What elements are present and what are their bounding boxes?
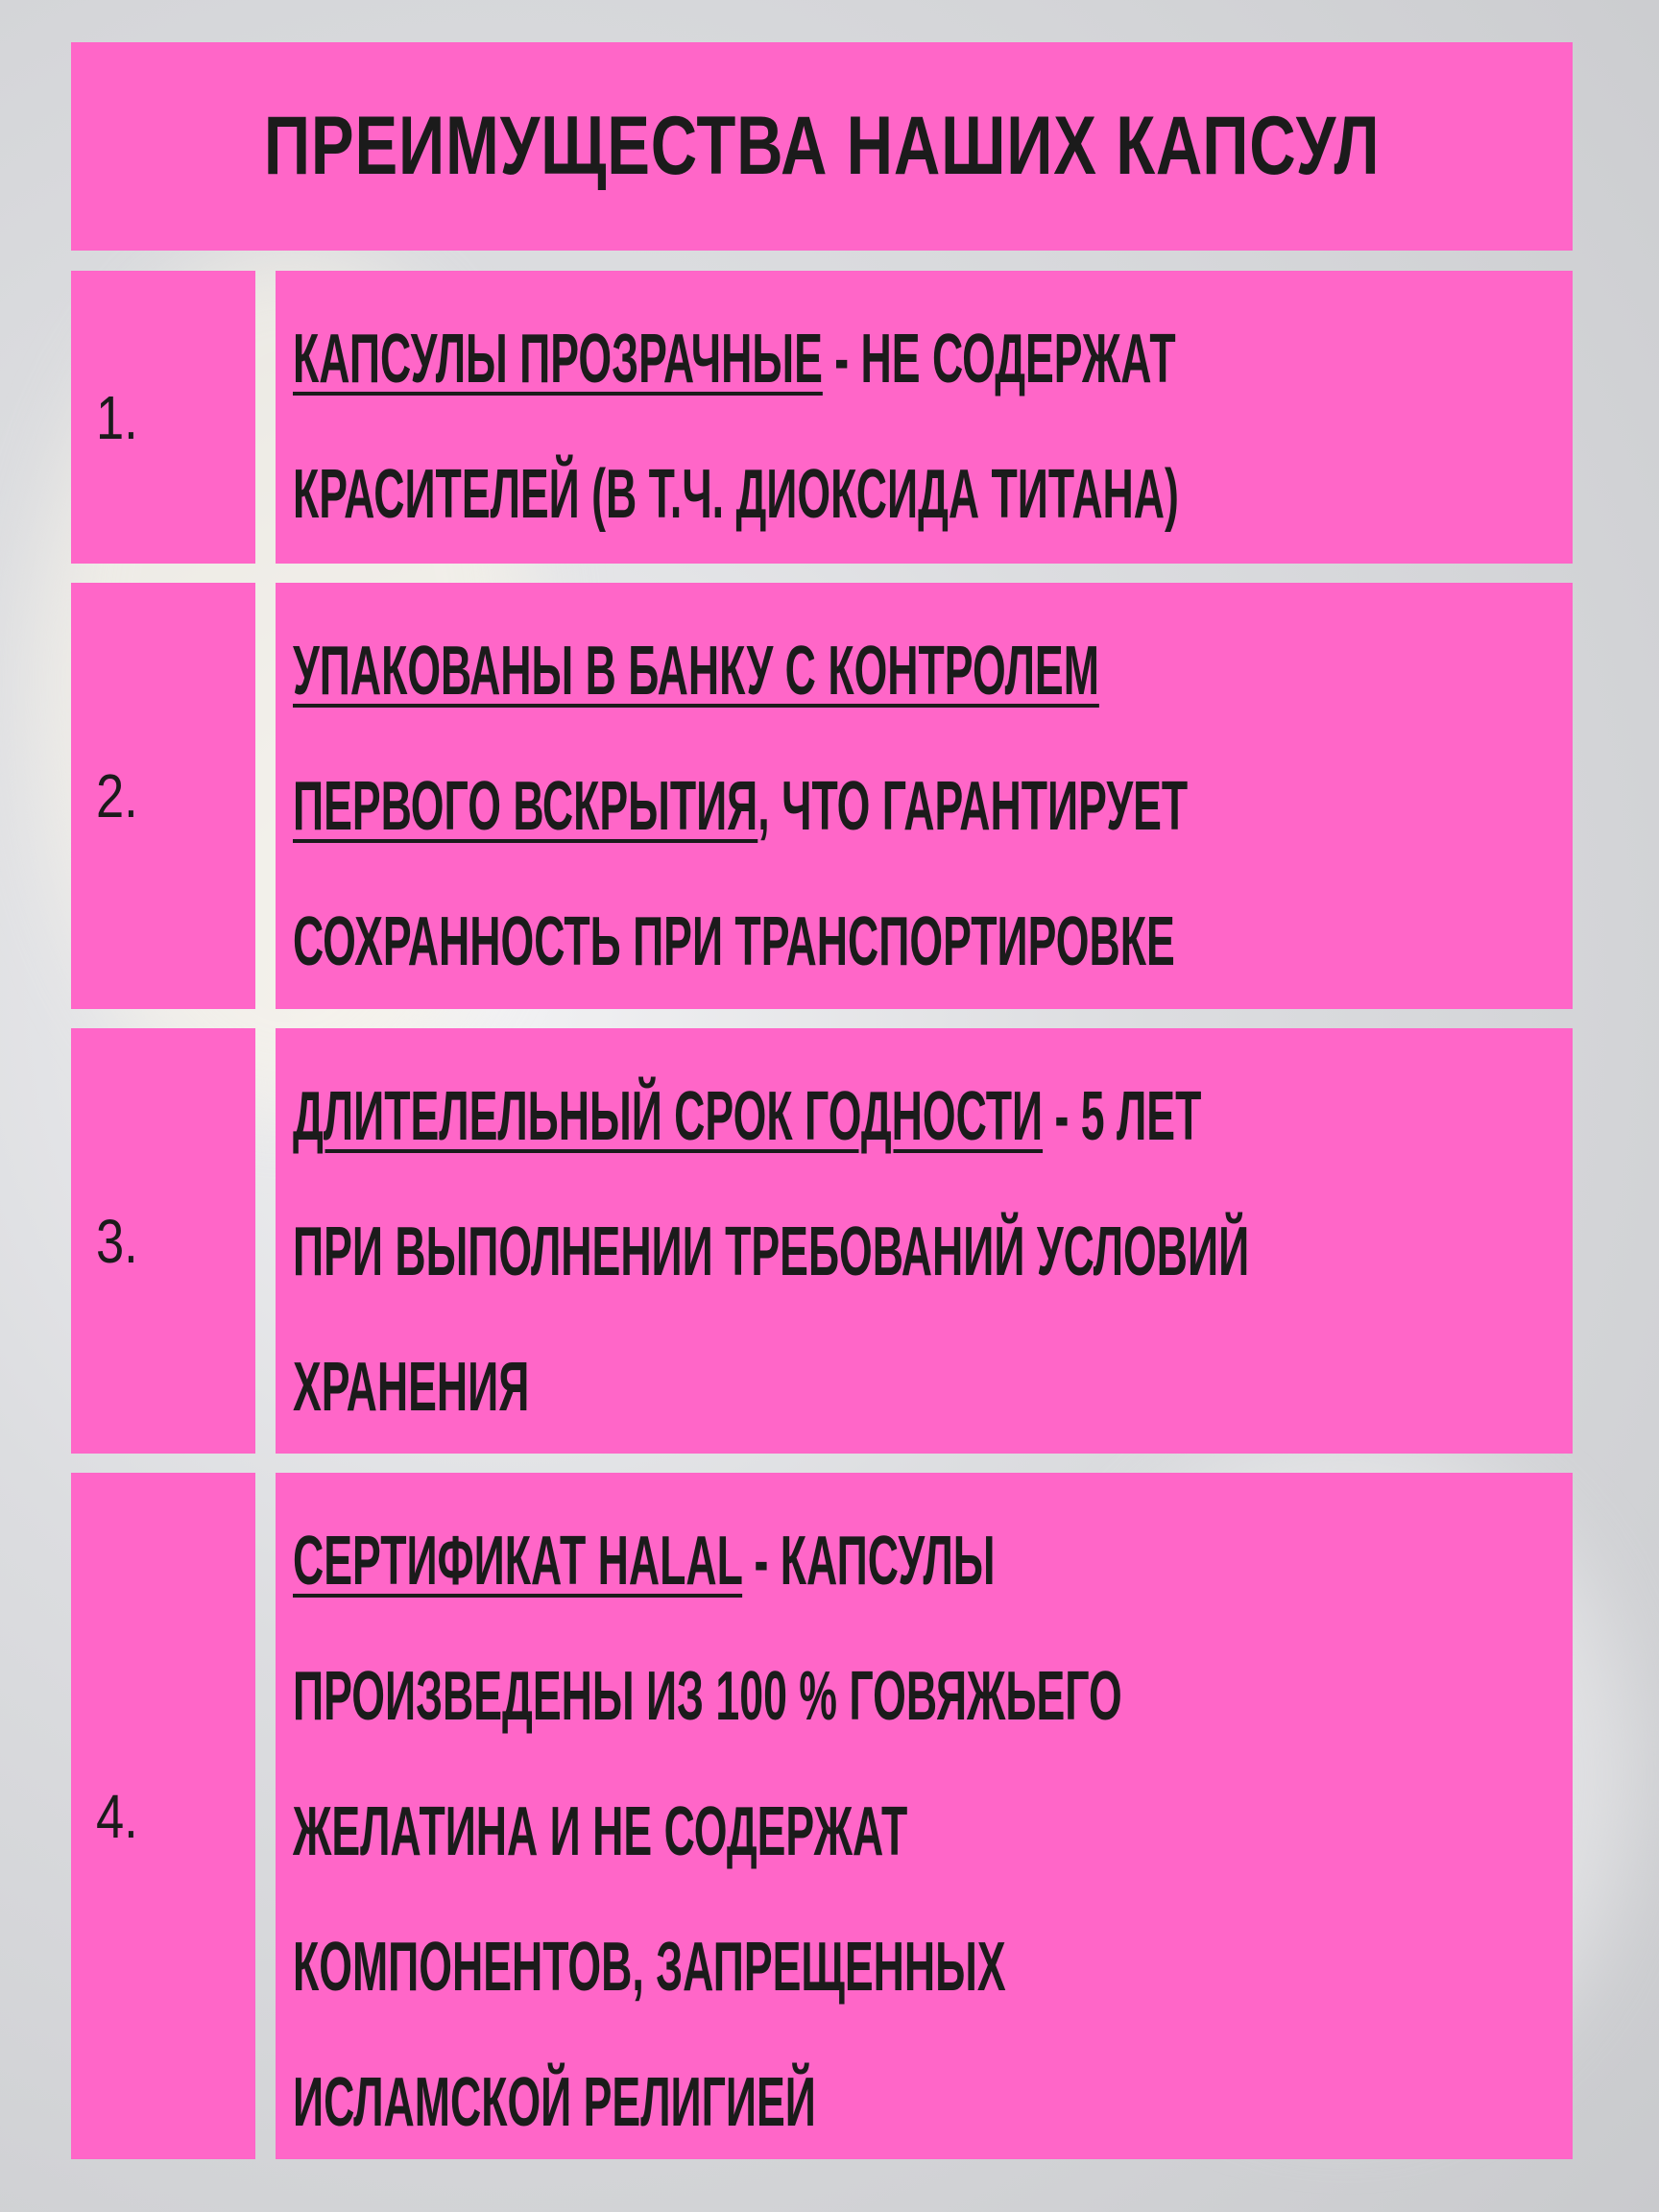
item-text-plain: ПРОИЗВЕДЕНЫ ИЗ 100 % ГОВЯЖЬЕГО [293, 1658, 1122, 1735]
item-text-underlined: СЕРТИФИКАТ HALAL [293, 1523, 743, 1599]
item-text-line [293, 739, 1189, 875]
item-number [71, 1028, 255, 1454]
item-text-line [293, 1494, 1086, 1629]
item-text [276, 1028, 1573, 1454]
item-text-line [293, 427, 1179, 563]
item-text-plain: - 5 ЛЕТ [1043, 1078, 1202, 1155]
item-text-line [293, 1049, 1202, 1185]
item-number-label: 4. [96, 1781, 138, 1851]
item-text-plain: , ЧТО ГАРАНТИРУЕТ [757, 768, 1189, 845]
item-number-label: 2. [96, 761, 138, 830]
item-text-line [293, 2035, 1086, 2171]
item-text-underlined: УПАКОВАНЫ В БАНКУ С КОНТРОЛЕМ [293, 633, 1099, 709]
item-text-plain: ХРАНЕНИЯ [293, 1349, 530, 1426]
item-number-label: 3. [96, 1206, 138, 1276]
item-text-plain: ПРИ ВЫПОЛНЕНИИ ТРЕБОВАНИЙ УСЛОВИЙ [293, 1214, 1250, 1290]
item-text-line [293, 1320, 1086, 1455]
item-number [71, 1473, 255, 2159]
item-text-plain: КОМПОНЕНТОВ, ЗАПРЕЩЕННЫХ [293, 1929, 1006, 2006]
item-text-underlined: ПЕРВОГО ВСКРЫТИЯ [293, 768, 758, 845]
item-text-line [293, 604, 1099, 739]
item-text-line [293, 1900, 1086, 2035]
item-text-plain: ЖЕЛАТИНА И НЕ СОДЕРЖАТ [293, 1793, 908, 1870]
item-text-plain: КРАСИТЕЛЕЙ (В Т.Ч. ДИОКСИДА ТИТАНА) [293, 456, 1179, 533]
item-number-label: 1. [96, 382, 138, 452]
page-title: ПРЕИМУЩЕСТВА НАШИХ КАПСУЛ [71, 42, 1573, 251]
item-text-line [293, 875, 1175, 1010]
item-text-line [293, 1185, 1250, 1320]
item-text-line [293, 292, 1176, 427]
item-text-plain: СОХРАННОСТЬ ПРИ ТРАНСПОРТИРОВКЕ [293, 903, 1175, 980]
item-text [276, 1473, 1573, 2159]
item-number [71, 583, 255, 1009]
item-text-plain: - КАПСУЛЫ [742, 1523, 996, 1599]
item-number [71, 271, 255, 564]
item-text [276, 271, 1573, 564]
item-text-line [293, 1629, 1122, 1765]
item-text-underlined: ДЛИТЕЛЕЛЬНЫЙ СРОК ГОДНОСТИ [293, 1078, 1044, 1155]
item-text-plain: - НЕ СОДЕРЖАТ [822, 321, 1176, 397]
item-text-plain: ИСЛАМСКОЙ РЕЛИГИЕЙ [293, 2064, 816, 2141]
item-text-line [293, 1765, 1086, 1900]
item-text [276, 583, 1573, 1009]
item-text-underlined: КАПСУЛЫ ПРОЗРАЧНЫЕ [293, 321, 823, 397]
